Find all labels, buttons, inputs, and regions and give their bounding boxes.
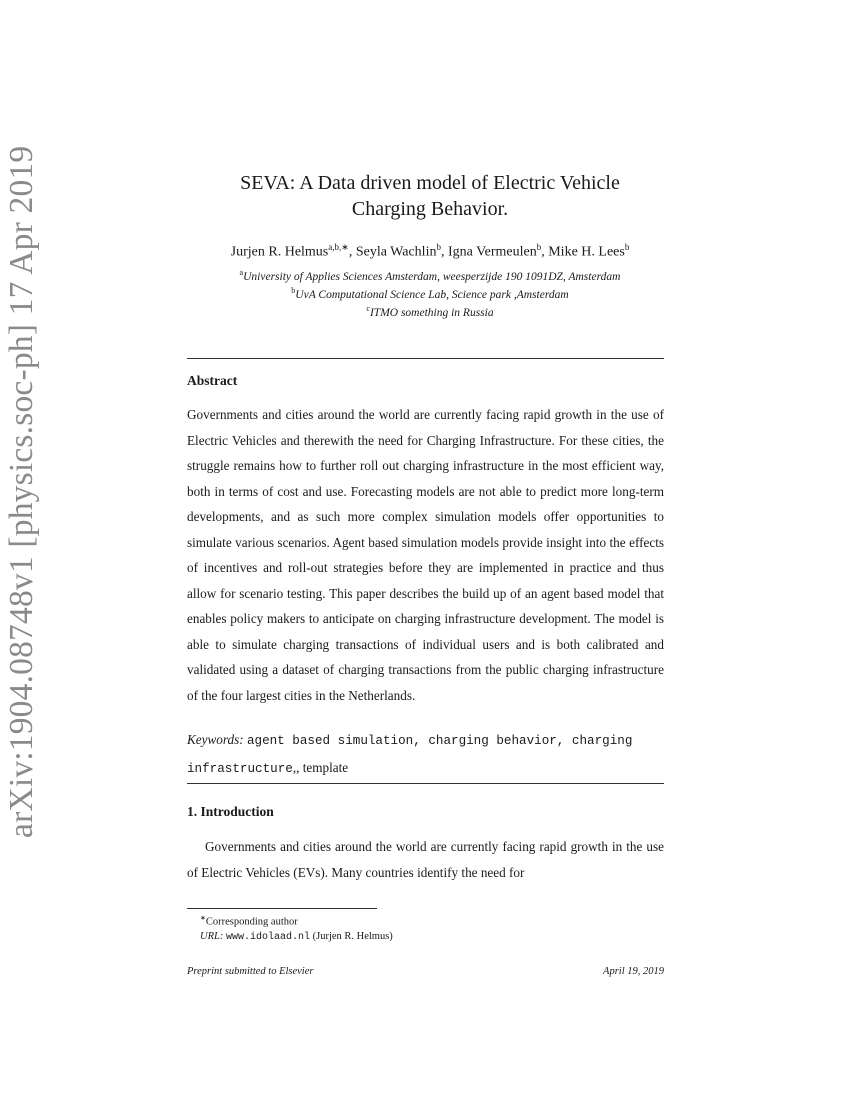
title-line-2: Charging Behavior. (351, 198, 509, 220)
keywords (187, 727, 664, 782)
submission-date: April 19, 2019 (603, 966, 664, 977)
author-affil-mark: b (536, 242, 542, 252)
introduction-heading: 1. Introduction (187, 804, 274, 819)
abstract-bottom-rule (187, 783, 664, 784)
keywords-terms: agent based simulation, charging behavior, charging infrastructure (187, 734, 633, 776)
abstract-body: Governments and cities around the world are currently facing rapid growth in the use of Electric Vehicles and therewith the need for Charging Infrastructure. For these cities, the struggle remains how to further roll out charging infrastructure in the most efficient way, both in terms of cost and use. Forecasting models are not able to predict more long-term developments, and as such more complex simulation models offer opportunities to simulate various scenarios. Agent based simulation models provide insight into the effects of incentives and roll-out strategies before they are implemented in practice and thus allow for scenario testing. This paper describes the build up of an agent based model that enables policy makers to anticipate on charging infrastructure development. The model is able to simulate charging transactions of individual users and is both calibrated and validated using a dataset of charging transactions from the public charging infrastructure of the four largest cities in the Netherlands. (187, 407, 664, 703)
title-line-1: SEVA: A Data driven model of Electric Vehicle (240, 172, 620, 194)
footnote (200, 911, 393, 945)
author-affil-mark: b (436, 242, 441, 252)
author: Mike H. Lees (548, 244, 625, 260)
author-affil-mark: b (624, 242, 630, 252)
affiliation: $^b$UvA Computational Science Lab, Science park ,Amsterdam (291, 285, 569, 301)
arxiv-side-identifier: arXiv:1904.08748v1 [physics.soc-ph] 17 Apr 2019 (3, 145, 40, 838)
abstract-top-rule (187, 358, 664, 359)
affiliation: $^c$ITMO something in Russia (366, 303, 494, 319)
affiliation: $^a$University of Applies Sciences Amsterdam, weesperzijde 190 1091DZ, Amsterdam (239, 268, 621, 283)
footnote-rule (187, 908, 377, 909)
keywords-trailing: ,, template (292, 759, 349, 775)
preprint-note: Preprint submitted to Elsevier (187, 966, 314, 977)
affiliation-list (160, 266, 700, 319)
author: Seyla Wachlin (355, 244, 437, 260)
abstract-heading: Abstract (187, 373, 238, 388)
author-list: Jurjen R. Helmus$^{a,b,∗}$, Seyla Wachlin$^b$, Igna Vermeulen$^b$, Mike H. Lees$^b$ (230, 242, 630, 260)
footnote-corresponding: ∗Corresponding author (200, 914, 298, 928)
introduction-body: Governments and cities around the world are currently facing rapid growth in the use of Electric Vehicles (EVs). Many countries identify the need for (187, 839, 664, 880)
author-url-link[interactable]: www.idolaad.nl (225, 931, 310, 943)
keywords-label: Keywords: (187, 732, 244, 747)
paper-title (180, 170, 680, 222)
author: Igna Vermeulen (447, 244, 537, 260)
author: Jurjen R. Helmus (230, 244, 329, 260)
footnote-url-line: URL: www.idolaad.nl (Jurjen R. Helmus) (200, 930, 393, 943)
author-affil-mark: a,b,∗ (328, 242, 349, 252)
